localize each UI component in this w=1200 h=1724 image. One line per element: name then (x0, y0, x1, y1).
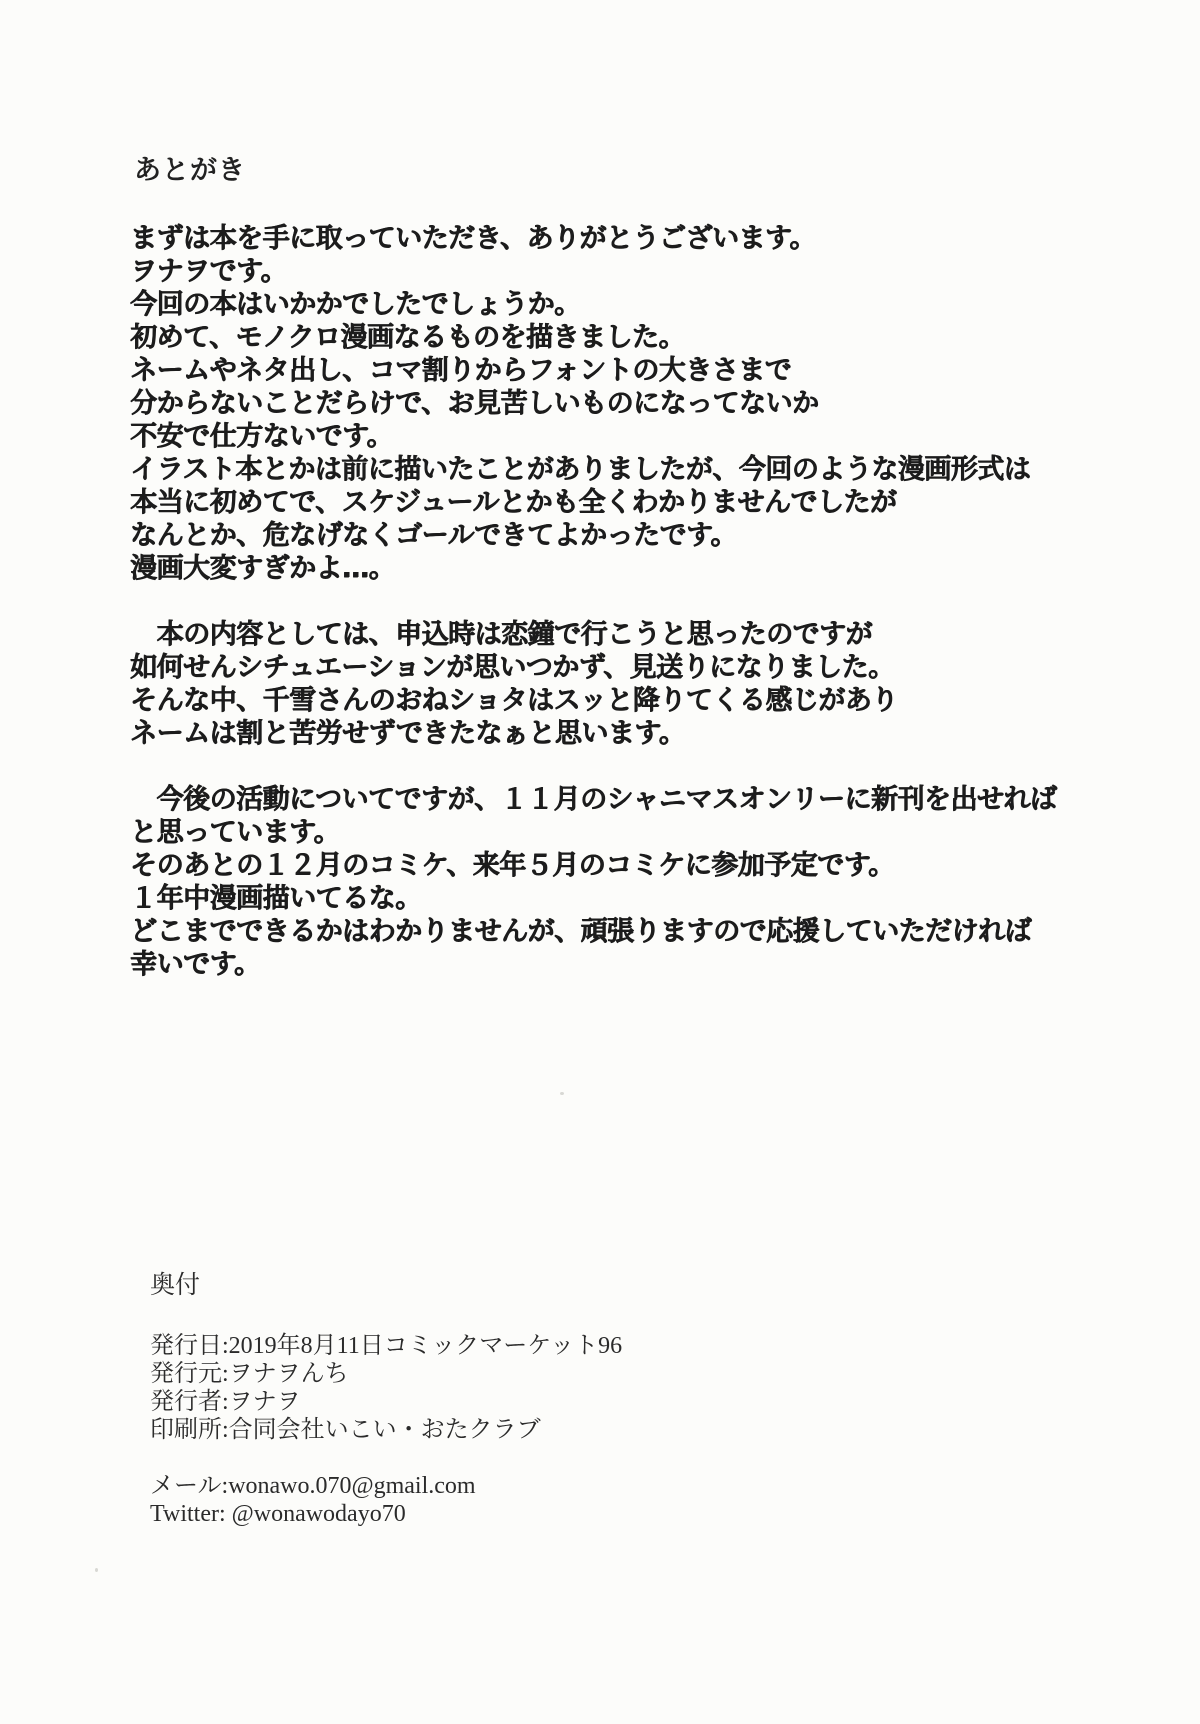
afterword-line: まずは本を手に取っていただき、ありがとうございます。 (130, 223, 816, 254)
scan-artifact (95, 1568, 98, 1572)
afterword-line: と思っています。 (130, 817, 340, 848)
afterword-line: 今回の本はいかかでしたでしょうか。 (130, 289, 581, 320)
afterword-line: 初めて、モノクロ漫画なるものを描きました。 (130, 322, 685, 353)
contact-email: メール:wonawo.070@gmail.com (150, 1473, 476, 1499)
afterword-line: 分からないことだらけで、お見苦しいものになってないか (130, 388, 819, 419)
afterword-line: なんとか、危なげなくゴールできてよかったです。 (130, 520, 737, 551)
colophon-author: 発行者:ヲナヲ (150, 1389, 301, 1415)
afterword-line: イラスト本とかは前に描いたことがありましたが、今回のような漫画形式は (130, 454, 1031, 485)
colophon-contact (150, 1472, 622, 1528)
afterword-line: 如何せんシチュエーションが思いつかず、見送りになりました。 (130, 652, 895, 683)
colophon-printer: 印刷所:合同会社いこい・おたクラブ (150, 1417, 541, 1443)
afterword-line: １年中漫画描いてるな。 (130, 883, 422, 914)
afterword-body (130, 222, 1140, 981)
scan-artifact (560, 1092, 564, 1095)
colophon-publisher-circle: 発行元:ヲナヲんち (150, 1361, 349, 1387)
colophon-title: 奥付 (150, 1272, 201, 1299)
afterword-line: そんな中、千雪さんのおねショタはスッと降りてくる感じがあり (130, 685, 898, 716)
colophon-publish-date: 発行日:2019年8月11日コミックマーケット96 (150, 1333, 623, 1359)
colophon (150, 1272, 622, 1528)
afterword-line: 漫画大変すぎかよ…。 (130, 553, 395, 584)
afterword-blank-line (130, 750, 1140, 783)
afterword-line: 幸いです。 (130, 949, 261, 980)
afterword-line: 今後の活動についてですが、１１月のシャニマスオンリーに新刊を出せれば (130, 784, 1057, 815)
afterword-line: どこまでできるかはわかりませんが、頑張りますので応援していただければ (130, 916, 1031, 947)
afterword-line: ヲナヲです。 (130, 256, 287, 287)
afterword-line: ネームは割と苦労せずできたなぁと思います。 (130, 718, 686, 749)
afterword-blank-line (130, 585, 1140, 618)
afterword-title: あとがき (134, 155, 246, 186)
afterword-line: そのあとの１２月のコミケ、来年５月のコミケに参加予定です。 (130, 850, 895, 881)
afterword-line: ネームやネタ出し、コマ割りからフォントの大きさまで (130, 355, 792, 386)
contact-twitter: Twitter: @wonawodayo70 (150, 1501, 406, 1527)
afterword-line: 本の内容としては、申込時は恋鐘で行こうと思ったのですが (130, 619, 872, 650)
afterword-line: 本当に初めてで、スケジュールとかも全くわかりませんでしたが (130, 487, 897, 518)
afterword-line: 不安で仕方ないです。 (130, 421, 393, 452)
